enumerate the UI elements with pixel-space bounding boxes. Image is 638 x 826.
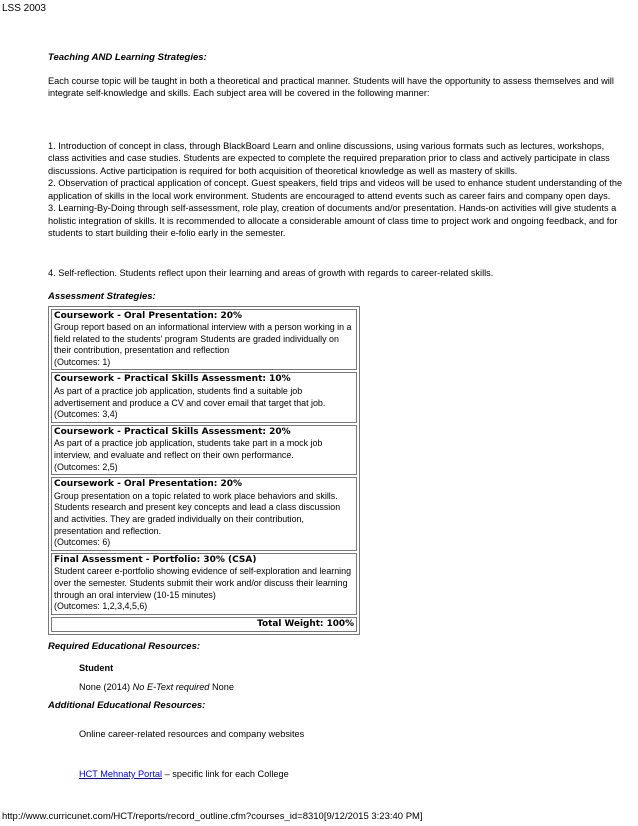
assessment-title: Coursework - Practical Skills Assessment: 20% (54, 426, 291, 437)
outline-content (48, 52, 623, 780)
assessment-heading: Assessment Strategies: (48, 291, 156, 302)
assessment-outcomes: (Outcomes: 3,4) (54, 409, 118, 420)
assessment-description: Group report based on an informational interview with a person working in a field related to the students' program Students are graded individually on their contribution, presentation and reflection (54, 322, 352, 356)
total-weight: Total Weight: 100% (51, 617, 357, 633)
assessment-outcomes: (Outcomes: 6) (54, 537, 111, 548)
assessment-title: Coursework - Oral Presentation: 20% (54, 479, 243, 490)
assessment-title: Coursework - Oral Presentation: 20% (54, 310, 243, 321)
resource-suffix: None (209, 682, 234, 693)
student-label: Student (79, 662, 114, 673)
page-footer-url: http://www.curricunet.com/HCT/reports/record_outline.cfm?courses_id=8310[9/12/2015 3:23:40 PM] (2, 811, 423, 822)
assessment-description: As part of a practice job application, students take part in a mock job interview, and evaluate and reflect on their own performance. (54, 438, 323, 461)
page-header: LSS 2003 (2, 3, 46, 14)
assessment-title: Final Assessment - Portfolio: 30% (CSA) (54, 554, 257, 565)
teaching-item-2: 2. Observation of practical application of concept. Guest speakers, field trips and videos will be used to enhance student understanding of the application of skills in the local work environment. Students are encouraged to attend events such as career fairs and company open days. (48, 178, 623, 201)
assessment-title: Coursework - Practical Skills Assessment: 10% (54, 374, 291, 385)
assessment-outcomes: (Outcomes: 1) (54, 356, 111, 367)
required-resources-heading: Required Educational Resources: (48, 641, 201, 653)
assessment-description: Group presentation on a topic related to work place behaviors and skills. Students research and present key concepts and lead a class discussion and activities. They are graded individually on their contribution, presentation and reflection. (54, 490, 341, 536)
teaching-items (48, 140, 623, 240)
additional-resources-heading: Additional Educational Resources: (48, 699, 206, 711)
teaching-intro: Each course topic will be taught in both a theoretical and practical manner. Students will have the opportunity to assess themselves and will integrate self-knowledge and skills. Each subject area will be covered in the following manner: (48, 75, 614, 98)
assessment-outcomes: (Outcomes: 1,2,3,4,5,6) (54, 601, 148, 612)
teaching-item-4: 4. Self-reflection. Students reflect upon their learning and areas of growth with regards to career-related skills. (48, 267, 494, 278)
assessment-row (51, 309, 357, 371)
portal-description: – specific link for each College (162, 768, 289, 779)
assessment-outcomes: (Outcomes: 2,5) (54, 461, 118, 472)
assessment-row (51, 425, 357, 475)
assessment-row (51, 553, 357, 615)
online-resources-text: Online career-related resources and company websites (79, 729, 305, 740)
assessment-description: As part of a practice job application, students find a suitable job advertisement and produce a CV and cover email that target that job. (54, 386, 326, 408)
assessment-row (51, 477, 357, 551)
resource-text: None (2014) (79, 682, 133, 693)
teaching-heading: Teaching AND Learning Strategies: (48, 52, 207, 63)
resource-etext: No E-Text required (132, 682, 210, 693)
teaching-item-1: 1. Introduction of concept in class, through BlackBoard Learn and online discussions, using various formats such as lectures, workshops, class activities and case studies. Students are expected to complete the required preparation prior to class and actively participate in class discussions. Active participation is required for both acquisition of theoretical knowledge as well as mastery of skills. (48, 140, 610, 176)
mehnaty-portal-link[interactable]: HCT Mehnaty Portal (79, 768, 163, 779)
assessment-total-row (51, 617, 357, 633)
assessment-row (51, 372, 357, 422)
portal-line (79, 768, 623, 781)
assessment-description: Student career e-portfolio showing evidence of self-exploration and learning over the semester. Students submit their work and/or discuss their learning through an oral interview (10-15 minutes) (54, 566, 352, 600)
teaching-item-3: 3. Learning-By-Doing through self-assessment, role play, creation of documents and/or presentation. Hands-on activities will give students a holistic integration of skills. It is recommended to allocate a considerable amount of class time to project work and ongoing feedback, and for students to start building their e-folio early in the semester. (48, 203, 618, 238)
assessment-table (48, 306, 360, 636)
required-resources-line (79, 681, 623, 694)
